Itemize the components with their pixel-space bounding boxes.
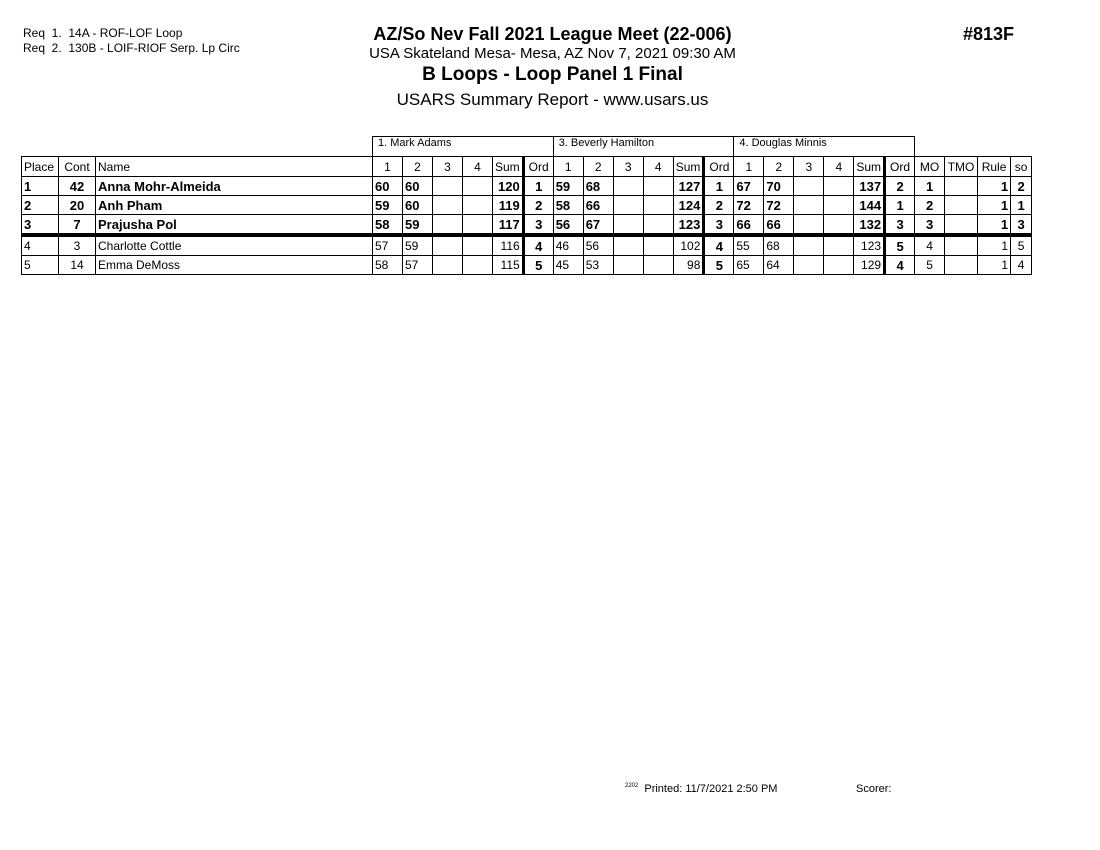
table-row	[22, 235, 1032, 256]
score-2-header: 2	[764, 157, 794, 177]
score-4-header: 4	[643, 157, 673, 177]
score-1-header: 1	[734, 157, 764, 177]
mo-cell: 4	[915, 235, 945, 256]
score-4-cell	[643, 235, 673, 256]
rule-cell: 1	[978, 215, 1011, 236]
score-4-cell	[463, 177, 493, 196]
table-row	[22, 256, 1032, 275]
judge-3-name: 3. Beverly Hamilton	[553, 137, 734, 157]
judge-4-name: 4. Douglas Minnis	[734, 137, 915, 157]
score-4-header: 4	[824, 157, 854, 177]
score-2-cell: 60	[403, 196, 433, 215]
score-4-cell	[824, 177, 854, 196]
score-3-cell	[794, 177, 824, 196]
score-1-cell: 57	[373, 235, 403, 256]
cont-cell: 7	[59, 215, 96, 236]
scorer-label: Scorer:	[856, 783, 892, 795]
rule-header: Rule	[978, 157, 1011, 177]
place-header: Place	[22, 157, 59, 177]
requirement-1: Req 1. 14A - ROF-LOF Loop	[23, 26, 183, 40]
mo-cell: 5	[915, 256, 945, 275]
ord-cell: 1	[523, 177, 553, 196]
score-3-cell	[794, 235, 824, 256]
score-1-cell: 55	[734, 235, 764, 256]
score-2-cell: 72	[764, 196, 794, 215]
score-1-cell: 59	[373, 196, 403, 215]
sum-cell: 116	[493, 235, 524, 256]
table-row	[22, 196, 1032, 215]
sum-cell: 117	[493, 215, 524, 236]
requirement-2: Req 2. 130B - LOIF-RIOF Serp. Lp Circ	[23, 41, 240, 55]
score-4-cell	[463, 196, 493, 215]
score-3-header: 3	[433, 157, 463, 177]
table-row	[22, 215, 1032, 236]
sum-header: Sum	[493, 157, 524, 177]
so-cell: 1	[1011, 196, 1032, 215]
sum-cell: 127	[673, 177, 704, 196]
score-2-cell: 59	[403, 215, 433, 236]
score-3-header: 3	[613, 157, 643, 177]
tmo-cell	[945, 177, 978, 196]
score-4-cell	[463, 235, 493, 256]
score-4-cell	[643, 177, 673, 196]
printed-stamp	[625, 783, 777, 795]
score-4-cell	[463, 256, 493, 275]
score-1-cell: 72	[734, 196, 764, 215]
score-2-cell: 66	[764, 215, 794, 236]
name-cell: Prajusha Pol	[96, 215, 373, 236]
sum-cell: 123	[854, 235, 885, 256]
meet-number: #813F	[963, 24, 1015, 44]
sum-header: Sum	[854, 157, 885, 177]
meet-location: USA Skateland Mesa- Mesa, AZ Nov 7, 2021 09:30 AM	[369, 45, 736, 62]
score-4-cell	[643, 215, 673, 236]
meet-title: AZ/So Nev Fall 2021 League Meet (22-006)	[373, 24, 732, 44]
rule-cell: 1	[978, 196, 1011, 215]
ord-cell: 4	[885, 256, 915, 275]
score-3-cell	[613, 196, 643, 215]
rule-cell: 1	[978, 235, 1011, 256]
ord-cell: 2	[704, 196, 734, 215]
ord-cell: 4	[704, 235, 734, 256]
mo-cell: 3	[915, 215, 945, 236]
cont-header: Cont	[59, 157, 96, 177]
sum-cell: 144	[854, 196, 885, 215]
score-1-cell: 56	[553, 215, 583, 236]
cont-cell: 42	[59, 177, 96, 196]
score-1-cell: 58	[373, 215, 403, 236]
rule-cell: 1	[978, 256, 1011, 275]
score-2-cell: 67	[583, 215, 613, 236]
score-2-cell: 68	[583, 177, 613, 196]
ord-cell: 4	[523, 235, 553, 256]
mo-cell: 1	[915, 177, 945, 196]
score-1-cell: 58	[553, 196, 583, 215]
sum-cell: 119	[493, 196, 524, 215]
score-4-cell	[643, 256, 673, 275]
ord-cell: 3	[704, 215, 734, 236]
score-3-cell	[613, 256, 643, 275]
score-4-cell	[824, 196, 854, 215]
score-4-cell	[824, 215, 854, 236]
ord-cell: 2	[885, 177, 915, 196]
place-cell: 4	[22, 235, 59, 256]
cont-cell: 3	[59, 235, 96, 256]
score-4-cell	[463, 215, 493, 236]
score-2-cell: 64	[764, 256, 794, 275]
sum-cell: 98	[673, 256, 704, 275]
report-title: USARS Summary Report - www.usars.us	[396, 90, 709, 109]
score-3-cell	[433, 215, 463, 236]
ord-header: Ord	[523, 157, 553, 177]
score-3-cell	[794, 196, 824, 215]
score-3-cell	[433, 235, 463, 256]
place-cell: 1	[22, 177, 59, 196]
score-2-header: 2	[583, 157, 613, 177]
tmo-header: TMO	[945, 157, 978, 177]
mo-header: MO	[915, 157, 945, 177]
score-4-header: 4	[463, 157, 493, 177]
tmo-cell	[945, 215, 978, 236]
mo-cell: 2	[915, 196, 945, 215]
column-header-row	[22, 157, 1032, 177]
tmo-cell	[945, 196, 978, 215]
sum-cell: 120	[493, 177, 524, 196]
table-row	[22, 177, 1032, 196]
place-cell: 5	[22, 256, 59, 275]
results-body	[22, 177, 1032, 275]
score-1-cell: 65	[734, 256, 764, 275]
sum-cell: 115	[493, 256, 524, 275]
score-4-cell	[643, 196, 673, 215]
score-2-cell: 59	[403, 235, 433, 256]
score-2-cell: 56	[583, 235, 613, 256]
name-header: Name	[96, 157, 373, 177]
score-2-cell: 60	[403, 177, 433, 196]
score-1-cell: 60	[373, 177, 403, 196]
judge-1-name: 1. Mark Adams	[373, 137, 554, 157]
score-3-cell	[794, 256, 824, 275]
sum-cell: 102	[673, 235, 704, 256]
score-2-header: 2	[403, 157, 433, 177]
score-3-header: 3	[794, 157, 824, 177]
tmo-cell	[945, 256, 978, 275]
name-cell: Anh Pham	[96, 196, 373, 215]
score-2-cell: 57	[403, 256, 433, 275]
ord-cell: 1	[885, 196, 915, 215]
ord-cell: 3	[523, 215, 553, 236]
ord-header: Ord	[885, 157, 915, 177]
report-code: 2202	[625, 783, 639, 789]
so-cell: 2	[1011, 177, 1032, 196]
score-2-cell: 53	[583, 256, 613, 275]
name-cell: Charlotte Cottle	[96, 235, 373, 256]
so-cell: 5	[1011, 235, 1032, 256]
score-4-cell	[824, 235, 854, 256]
score-2-cell: 70	[764, 177, 794, 196]
ord-cell: 2	[523, 196, 553, 215]
score-1-cell: 66	[734, 215, 764, 236]
score-3-cell	[433, 256, 463, 275]
ord-cell: 5	[885, 235, 915, 256]
so-cell: 3	[1011, 215, 1032, 236]
sum-header: Sum	[673, 157, 704, 177]
score-3-cell	[613, 177, 643, 196]
score-1-cell: 45	[553, 256, 583, 275]
sum-cell: 137	[854, 177, 885, 196]
score-3-cell	[613, 215, 643, 236]
cont-cell: 20	[59, 196, 96, 215]
score-3-cell	[794, 215, 824, 236]
ord-cell: 3	[885, 215, 915, 236]
so-header: so	[1011, 157, 1032, 177]
score-2-cell: 68	[764, 235, 794, 256]
score-2-cell: 66	[583, 196, 613, 215]
judge-header-row	[22, 137, 1032, 157]
score-4-cell	[824, 256, 854, 275]
sum-cell: 123	[673, 215, 704, 236]
sum-cell: 129	[854, 256, 885, 275]
so-cell: 4	[1011, 256, 1032, 275]
score-3-cell	[613, 235, 643, 256]
score-1-cell: 59	[553, 177, 583, 196]
tmo-cell	[945, 235, 978, 256]
ord-cell: 5	[523, 256, 553, 275]
score-1-header: 1	[373, 157, 403, 177]
printed-date: Printed: 11/7/2021 2:50 PM	[644, 783, 778, 795]
score-1-header: 1	[553, 157, 583, 177]
rule-cell: 1	[978, 177, 1011, 196]
ord-cell: 1	[704, 177, 734, 196]
sum-cell: 124	[673, 196, 704, 215]
sum-cell: 132	[854, 215, 885, 236]
score-1-cell: 67	[734, 177, 764, 196]
score-1-cell: 46	[553, 235, 583, 256]
score-3-cell	[433, 177, 463, 196]
score-1-cell: 58	[373, 256, 403, 275]
cont-cell: 14	[59, 256, 96, 275]
ord-header: Ord	[704, 157, 734, 177]
name-cell: Emma DeMoss	[96, 256, 373, 275]
score-3-cell	[433, 196, 463, 215]
place-cell: 3	[22, 215, 59, 236]
results-table	[21, 136, 1032, 275]
name-cell: Anna Mohr-Almeida	[96, 177, 373, 196]
event-title: B Loops - Loop Panel 1 Final	[422, 64, 683, 85]
ord-cell: 5	[704, 256, 734, 275]
place-cell: 2	[22, 196, 59, 215]
